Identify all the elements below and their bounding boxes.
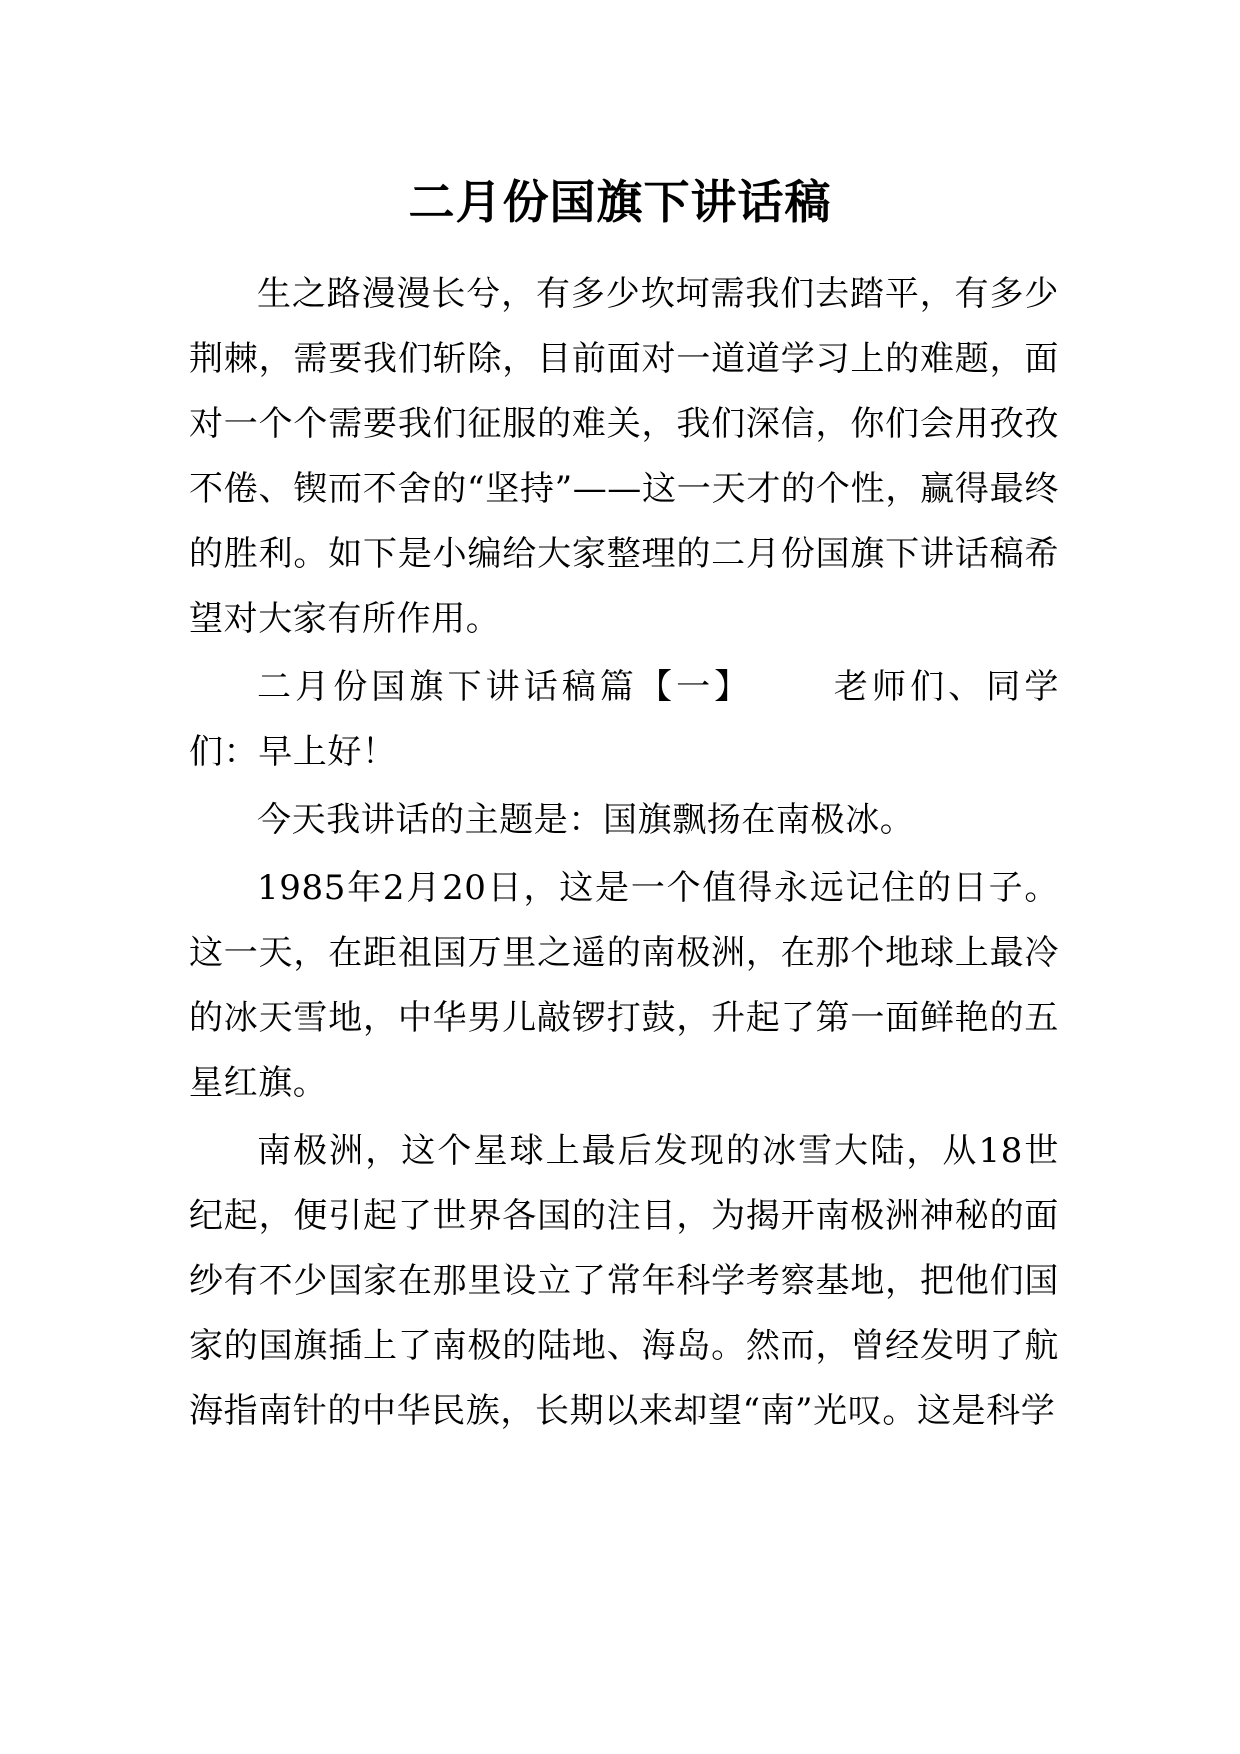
paragraph-section-heading: [189, 655, 1059, 785]
paragraph-date: 1985年2月20日，这是一个值得永远记住的日子。这一天，在距祖国万里之遥的南极洲，在那个地球上最冷的冰天雪地，中华男儿敲锣打鼓，升起了第一面鲜艳的五星红旗。: [189, 868, 1059, 1103]
paragraph-intro: 生之路漫漫长兮，有多少坎坷需我们去踏平，有多少荆棘，需要我们斩除，目前面对一道道学习上的难题，面对一个个需要我们征服的难关，我们深信，你们会用孜孜不倦、锲而不舍的“坚持”——这一天才的个性，赢得最终的胜利。如下是小编给大家整理的二月份国旗下讲话稿希望对大家有所作用。: [189, 274, 1059, 639]
paragraph-topic: 今天我讲话的主题是：国旗飘扬在南极冰。: [257, 800, 915, 840]
section-heading: 二月份国旗下讲话稿篇【一】: [257, 667, 753, 707]
greeting: 早上好！: [258, 732, 397, 772]
paragraph-antarctica: 南极洲，这个星球上最后发现的冰雪大陆，从18世纪起，便引起了世界各国的注目，为揭开南极洲神秘的面纱有不少国家在那里设立了常年科学考察基地，把他们国家的国旗插上了南极的陆地、海岛。然而，曾经发明了航海指南针的中华民族，长期以来却望“南”光叹。这是科学: [189, 1131, 1059, 1431]
document-title: 二月份国旗下讲话稿: [408, 175, 832, 229]
salutation: 老师们、同学们：: [189, 667, 1059, 772]
document-body: [189, 262, 1059, 1447]
